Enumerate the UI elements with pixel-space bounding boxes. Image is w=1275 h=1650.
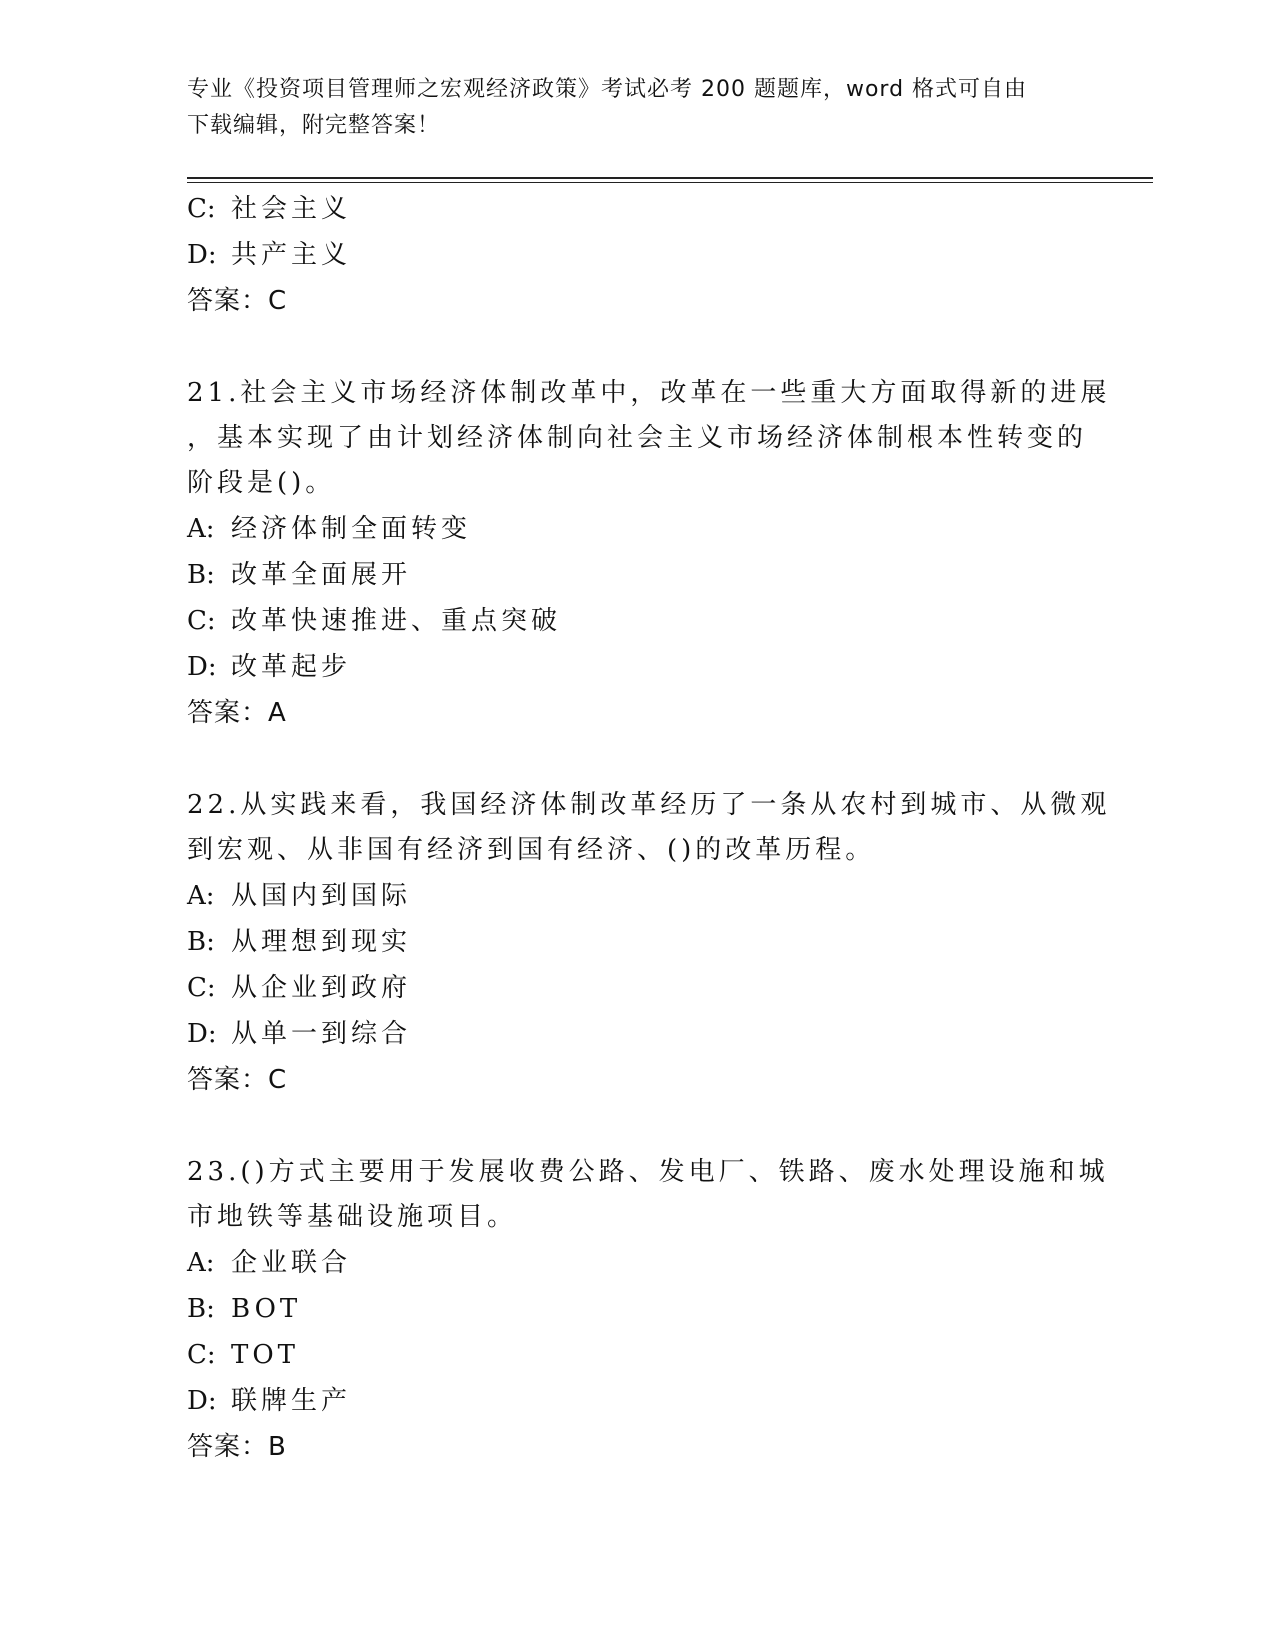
option-text: 从企业到政府 bbox=[231, 973, 412, 1003]
option-b bbox=[187, 552, 1087, 598]
question-stem bbox=[187, 1150, 1109, 1240]
option-label: B: bbox=[187, 927, 215, 957]
question-list bbox=[187, 186, 1111, 1470]
spacer bbox=[187, 736, 1087, 783]
question-21 bbox=[187, 371, 1111, 736]
answer-line: 答案：C bbox=[187, 286, 288, 316]
option-label: C: bbox=[187, 973, 216, 1003]
option-label: C: bbox=[187, 194, 216, 224]
option-c bbox=[187, 598, 1087, 644]
option-a bbox=[187, 1240, 1087, 1286]
option-label: D: bbox=[187, 1386, 217, 1416]
document-header bbox=[187, 72, 1077, 144]
option-text: 改革起步 bbox=[231, 652, 352, 682]
question-stem bbox=[187, 783, 1111, 873]
option-label: D: bbox=[187, 1019, 217, 1049]
question-stem bbox=[187, 371, 1111, 506]
question-22 bbox=[187, 783, 1111, 1103]
option-label: A: bbox=[187, 1248, 215, 1278]
option-text: 联牌生产 bbox=[231, 1386, 352, 1416]
option-d bbox=[187, 232, 1087, 278]
stem-line: 到宏观、从非国有经济到国有经济、()的改革历程。 bbox=[187, 835, 876, 865]
option-c bbox=[187, 1332, 1087, 1378]
option-text: 共产主义 bbox=[231, 240, 352, 270]
option-text: 改革快速推进、重点突破 bbox=[231, 606, 562, 636]
option-label: D: bbox=[187, 240, 217, 270]
answer-line: 答案：B bbox=[187, 1432, 287, 1462]
stem-line: 22.从实践来看，我国经济体制改革经历了一条从农村到城市、从微观 bbox=[187, 790, 1111, 820]
header-divider-thin bbox=[187, 182, 1153, 183]
question-23 bbox=[187, 1150, 1109, 1470]
option-text: 从国内到国际 bbox=[231, 881, 412, 911]
option-text: TOT bbox=[231, 1340, 299, 1370]
stem-line: ，基本实现了由计划经济体制向社会主义市场经济体制根本性转变的 bbox=[187, 423, 1088, 453]
answer-line: 答案：A bbox=[187, 698, 287, 728]
option-a bbox=[187, 506, 1087, 552]
spacer bbox=[187, 324, 1087, 371]
option-a bbox=[187, 873, 1087, 919]
option-label: B: bbox=[187, 560, 215, 590]
option-text: 从理想到现实 bbox=[231, 927, 412, 957]
option-label: C: bbox=[187, 606, 216, 636]
option-b bbox=[187, 1286, 1087, 1332]
option-label: B: bbox=[187, 1294, 215, 1324]
stem-line: 阶段是()。 bbox=[187, 468, 336, 498]
option-c bbox=[187, 965, 1087, 1011]
prev-question-block bbox=[187, 186, 1087, 324]
option-text: 经济体制全面转变 bbox=[231, 514, 472, 544]
option-text: 社会主义 bbox=[231, 194, 352, 224]
option-d bbox=[187, 644, 1087, 690]
option-label: A: bbox=[187, 881, 215, 911]
option-c bbox=[187, 186, 1087, 232]
option-b bbox=[187, 919, 1087, 965]
stem-line: 21.社会主义市场经济体制改革中，改革在一些重大方面取得新的进展 bbox=[187, 378, 1111, 408]
spacer bbox=[187, 1103, 1087, 1150]
stem-line: 市地铁等基础设施项目。 bbox=[187, 1202, 518, 1232]
option-text: BOT bbox=[231, 1294, 302, 1324]
option-d bbox=[187, 1011, 1087, 1057]
header-line-2: 下载编辑，附完整答案！ bbox=[187, 113, 441, 138]
option-label: C: bbox=[187, 1340, 216, 1370]
option-text: 改革全面展开 bbox=[231, 560, 412, 590]
header-divider-thick bbox=[187, 177, 1153, 179]
option-text: 企业联合 bbox=[231, 1248, 352, 1278]
answer-line: 答案：C bbox=[187, 1065, 288, 1095]
option-label: D: bbox=[187, 652, 217, 682]
stem-line: 23.()方式主要用于发展收费公路、发电厂、铁路、废水处理设施和城 bbox=[187, 1157, 1109, 1187]
option-d bbox=[187, 1378, 1087, 1424]
option-label: A: bbox=[187, 514, 215, 544]
header-line-1: 专业《投资项目管理师之宏观经济政策》考试必考 200 题题库，word 格式可自由 bbox=[187, 77, 1028, 102]
option-text: 从单一到综合 bbox=[231, 1019, 412, 1049]
